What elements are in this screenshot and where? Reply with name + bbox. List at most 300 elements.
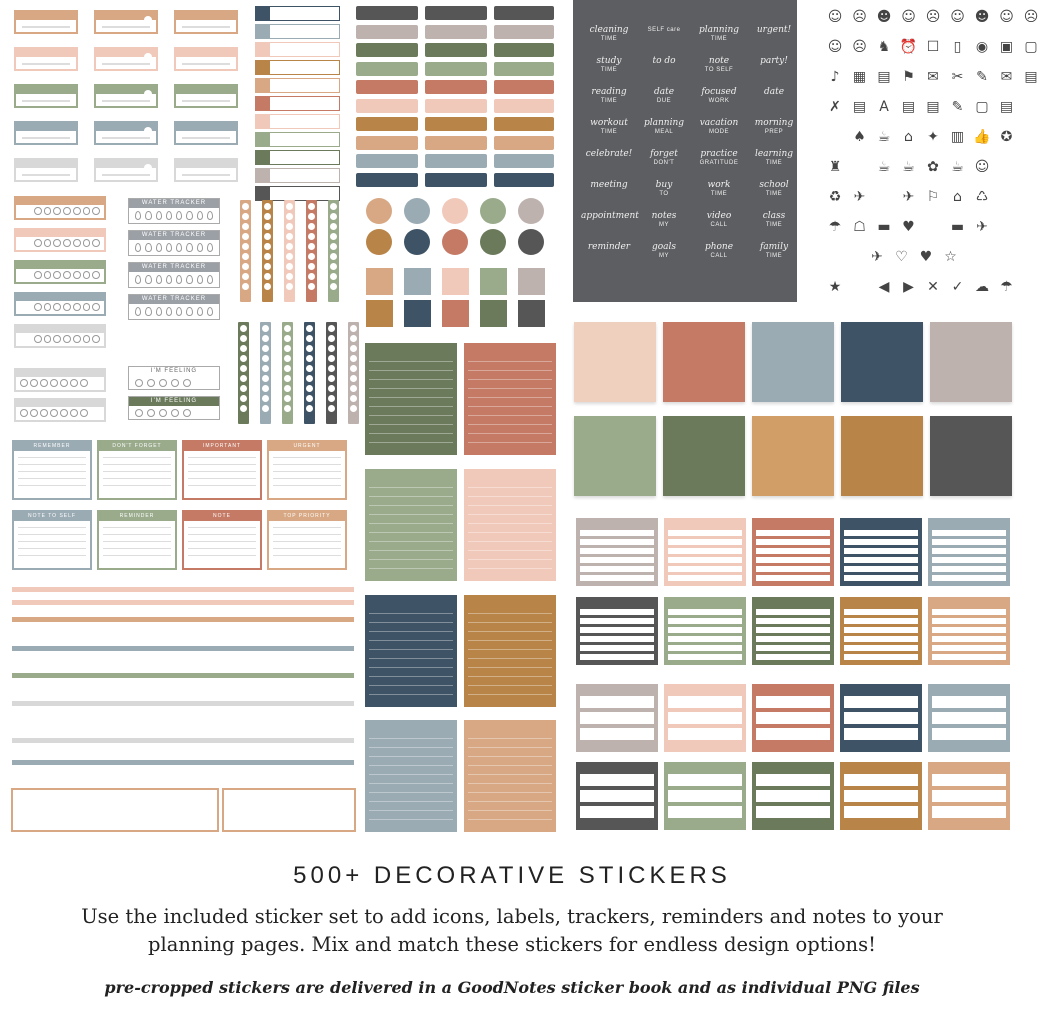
water-tracker-title: WATER TRACKER [129, 263, 219, 272]
note-card [97, 510, 177, 570]
color-swatch [752, 416, 834, 496]
flag-sticker [494, 173, 554, 187]
sticker-icon: ✈ [853, 189, 866, 205]
word-text: date [653, 87, 675, 97]
sticker-icon [924, 218, 942, 236]
note-line [18, 548, 86, 549]
sticker-icon: ▤ [926, 99, 940, 115]
color-swatch [663, 322, 745, 402]
label-sticker [174, 158, 238, 182]
headline: 500+ DECORATIVE STICKERS [293, 862, 731, 889]
note-line [273, 534, 341, 535]
note-line [18, 541, 86, 542]
sticker-icon: ☺ [974, 159, 990, 175]
boxed-list [752, 762, 834, 830]
note-line [18, 478, 86, 479]
word-subtext: DON'T [653, 160, 675, 166]
word-text: study [596, 56, 622, 66]
flag-sticker [356, 62, 418, 76]
square-sticker [518, 300, 545, 327]
checklist-pad [464, 595, 556, 707]
label-line [102, 137, 150, 139]
word-text: goals [651, 242, 677, 252]
word-sticker [691, 212, 747, 230]
label-sticker [94, 10, 158, 34]
sticker-icon: ✓ [951, 279, 964, 295]
sticker-icon: ▤ [877, 69, 891, 85]
note-line [188, 464, 256, 465]
word-text: family [759, 242, 789, 252]
water-tracker [128, 230, 220, 256]
note-line [188, 541, 256, 542]
tab-block [256, 43, 270, 56]
note-card-title: NOTE [184, 512, 260, 521]
square-sticker [366, 300, 393, 327]
word-text: note [708, 56, 730, 66]
feeling-tracker [128, 366, 220, 390]
note-line [103, 534, 171, 535]
square-sticker [404, 268, 431, 295]
sticker-icon: ⚑ [902, 69, 915, 85]
label-sticker [174, 84, 238, 108]
tab-block [256, 151, 270, 164]
note-line [188, 548, 256, 549]
boxed-list [840, 597, 922, 665]
boxed-list [752, 518, 834, 586]
label-line [22, 174, 70, 176]
label-header [176, 12, 236, 20]
dot-circle [518, 198, 544, 224]
label-sticker [14, 121, 78, 145]
sticker-icon: ▤ [852, 99, 867, 115]
square-sticker [518, 268, 545, 295]
sticker-icon: ✂ [951, 69, 964, 85]
label-sticker [174, 121, 238, 145]
tab-sticker [255, 114, 340, 129]
sticker-icon: ✎ [951, 99, 964, 115]
sticker-icon: ☹ [1023, 9, 1039, 25]
sticker-icon: ✉ [927, 69, 939, 85]
water-tracker-title: WATER TRACKER [129, 295, 219, 304]
note-line [18, 485, 86, 486]
note-card-title: REMINDER [99, 512, 175, 521]
habit-tracker [14, 260, 106, 284]
flag-sticker [494, 80, 554, 94]
tracker-header [16, 400, 104, 407]
boxed-list [576, 597, 658, 665]
sticker-icon: ☁ [975, 279, 989, 295]
tab-sticker [255, 6, 340, 21]
sticker-icon: ☕ [951, 159, 964, 175]
note-line [18, 457, 86, 458]
flag-sticker [356, 25, 418, 39]
word-sticker [636, 243, 692, 261]
tab-block [256, 115, 270, 128]
note-card-title: REMEMBER [14, 442, 90, 451]
checklist-lines [369, 605, 453, 701]
flag-sticker [356, 6, 418, 20]
tab-sticker [255, 78, 340, 93]
note-line [103, 471, 171, 472]
tracker-dots [16, 333, 104, 345]
word-text: work [707, 180, 731, 190]
note-line [18, 534, 86, 535]
note-line [188, 471, 256, 472]
boxed-list [928, 518, 1010, 586]
boxed-list [840, 518, 922, 586]
note-card-title: URGENT [269, 442, 345, 451]
checklist-pad [365, 469, 457, 581]
water-tracker [128, 198, 220, 224]
word-subtext: TO [659, 191, 669, 197]
sticker-icon [851, 158, 869, 176]
sticker-icon: ▯ [953, 39, 962, 55]
square-sticker [480, 300, 507, 327]
word-text: video [706, 211, 732, 221]
washi-strip [12, 701, 354, 706]
tracker-dots [16, 237, 104, 249]
water-tracker-title: WATER TRACKER [129, 231, 219, 240]
tab-sticker [255, 24, 340, 39]
word-text: cleaning [589, 25, 629, 35]
dot-circle [442, 229, 468, 255]
color-swatch [841, 416, 923, 496]
word-sticker [746, 212, 802, 230]
washi-strip [12, 600, 354, 605]
flag-sticker [425, 43, 487, 57]
note-line [188, 534, 256, 535]
word-text: class [762, 211, 786, 221]
word-sticker [581, 243, 637, 252]
strip-sticker [306, 200, 317, 302]
habit-tracker [14, 196, 106, 220]
label-sticker [94, 158, 158, 182]
tab-block [256, 25, 270, 38]
dot-circle [480, 198, 506, 224]
boxed-list [664, 684, 746, 752]
color-swatch [930, 322, 1012, 402]
tracker-dots [16, 269, 104, 281]
word-text: urgent! [756, 25, 792, 35]
washi-strip [12, 738, 354, 743]
flag-sticker [356, 173, 418, 187]
sticker-icon: ✈ [976, 219, 988, 235]
color-swatch [574, 416, 656, 496]
word-text: celebrate! [585, 149, 633, 159]
washi-strip [12, 673, 354, 678]
sticker-icon: ☂ [828, 219, 842, 235]
flag-sticker [425, 173, 487, 187]
sticker-icon: ⚐ [926, 189, 940, 205]
note-line [273, 457, 341, 458]
water-tracker-title: WATER TRACKER [129, 199, 219, 208]
sticker-icon: ☺ [827, 9, 843, 25]
word-subtext: CALL [710, 222, 728, 228]
sticker-icon: ☹ [852, 9, 867, 25]
sticker-icon: ✿ [927, 159, 939, 175]
dot-circle [404, 229, 430, 255]
sticker-icon: ☐ [926, 39, 940, 55]
tracker-header [16, 294, 104, 301]
label-sticker [174, 47, 238, 71]
sticker-icon: ♜ [828, 159, 842, 175]
word-text: date [763, 87, 785, 97]
label-header [16, 160, 76, 168]
flag-sticker [494, 43, 554, 57]
sticker-icon: ▥ [950, 129, 965, 145]
tracker-dots [16, 301, 104, 313]
word-text: morning [754, 118, 794, 128]
tab-block [256, 169, 270, 182]
strip-sticker [328, 200, 339, 302]
checklist-lines [369, 479, 453, 575]
word-subtext: DUE [656, 98, 672, 104]
word-subtext: TO SELF [704, 67, 734, 73]
boxed-list [928, 684, 1010, 752]
checklist-lines [468, 353, 552, 449]
square-sticker [366, 268, 393, 295]
word-sticker [691, 57, 747, 75]
note-card [182, 440, 262, 500]
word-sticker [636, 26, 692, 35]
tab-sticker [255, 96, 340, 111]
dot-circle [366, 198, 392, 224]
strip-sticker [238, 322, 249, 424]
water-drops [129, 208, 219, 223]
word-subtext: GRATITUDE [699, 160, 739, 166]
note-line [273, 464, 341, 465]
flag-sticker [425, 99, 487, 113]
boxed-list [576, 518, 658, 586]
habit-tracker [14, 368, 106, 392]
word-subtext: WORK [708, 98, 730, 104]
flag-sticker [356, 80, 418, 94]
word-sticker [746, 26, 802, 35]
sticker-icon: ♻ [828, 189, 842, 205]
flag-sticker [494, 6, 554, 20]
note-card [267, 510, 347, 570]
checklist-lines [369, 353, 453, 449]
note-line [103, 527, 171, 528]
checklist-pad [464, 469, 556, 581]
washi-strip [12, 646, 354, 651]
sticker-icon: ✪ [1000, 129, 1013, 145]
word-subtext: TIME [600, 98, 618, 104]
water-tracker [128, 262, 220, 288]
boxed-list [664, 518, 746, 586]
label-sticker [14, 84, 78, 108]
label-line [182, 100, 230, 102]
label-line [102, 63, 150, 65]
sticker-icon: ☻ [876, 9, 892, 25]
sticker-icon: ▬ [950, 219, 965, 235]
label-sticker [94, 47, 158, 71]
water-drops [129, 272, 219, 287]
note-card-title: NOTE TO SELF [14, 512, 90, 521]
word-sticker [691, 88, 747, 106]
label-line [102, 26, 150, 28]
tracker-header [16, 370, 104, 377]
sticker-icon: ♡ [895, 249, 908, 265]
word-sticker [636, 119, 692, 137]
tab-block [256, 97, 270, 110]
label-sticker [94, 84, 158, 108]
label-header [176, 160, 236, 168]
feeling-tracker [128, 396, 220, 420]
note-line [18, 527, 86, 528]
note-line [103, 548, 171, 549]
tab-sticker [255, 60, 340, 75]
flag-sticker [356, 99, 418, 113]
word-text: learning [754, 149, 794, 159]
sticker-icon: ☕ [902, 159, 915, 175]
checklist-pad [365, 343, 457, 455]
flag-sticker [425, 136, 487, 150]
word-text: practice [700, 149, 738, 159]
sticker-icon: ⏰ [899, 39, 918, 55]
flag-sticker [494, 136, 554, 150]
tab-block [256, 7, 270, 20]
sticker-icon: ✉ [1000, 69, 1013, 85]
note-card-title: IMPORTANT [184, 442, 260, 451]
label-header [16, 123, 76, 131]
word-text: to do [652, 56, 676, 66]
boxed-list [576, 762, 658, 830]
sticker-icon: ◀ [878, 279, 890, 295]
boxed-list [752, 684, 834, 752]
flag-sticker [494, 62, 554, 76]
label-header [176, 86, 236, 94]
sticker-icon: ✗ [829, 99, 841, 115]
checklist-lines [468, 730, 552, 826]
note-line [273, 555, 341, 556]
word-sticker [581, 212, 637, 221]
note-card-title: TOP PRIORITY [269, 512, 345, 521]
sticker-icon: ▢ [975, 99, 989, 115]
tracker-header [16, 326, 104, 333]
word-subtext: TIME [765, 253, 783, 259]
sticker-icon: ☹ [852, 39, 867, 55]
note-card [182, 510, 262, 570]
word-subtext: TIME [765, 191, 783, 197]
sticker-icon: 👍 [973, 129, 991, 145]
word-subtext: MY [659, 222, 669, 228]
word-sticker [746, 150, 802, 168]
sticker-icon: ☹ [925, 9, 941, 25]
word-text: planning [698, 25, 740, 35]
word-subtext: TIME [600, 36, 618, 42]
feeling-faces [129, 406, 219, 420]
strip-sticker [262, 200, 273, 302]
sticker-icon: ☆ [944, 249, 957, 265]
checklist-pad [365, 595, 457, 707]
tracker-header [16, 230, 104, 237]
sticker-icon: ★ [828, 279, 842, 295]
water-drops [129, 240, 219, 255]
flag-sticker [425, 25, 487, 39]
word-text: reminder [587, 242, 631, 252]
label-dot [144, 127, 152, 135]
tab-sticker [255, 150, 340, 165]
note-line [103, 541, 171, 542]
note-line [188, 478, 256, 479]
sticker-icon [875, 188, 893, 206]
note-line [18, 555, 86, 556]
word-sticker [581, 150, 637, 159]
word-subtext: TIME [710, 191, 728, 197]
color-swatch [930, 416, 1012, 496]
word-text: buy [655, 180, 673, 190]
checklist-pad [464, 720, 556, 832]
tracker-dots [16, 205, 104, 217]
water-tracker [128, 294, 220, 320]
word-sticker [746, 119, 802, 137]
tab-block [256, 133, 270, 146]
tracker-dots [16, 377, 104, 389]
sticker-icon: ✎ [976, 69, 988, 85]
word-text: meeting [590, 180, 628, 190]
sticker-icon: ▶ [903, 279, 914, 295]
tab-block [256, 187, 270, 200]
word-sticker [691, 150, 747, 168]
flag-sticker [425, 80, 487, 94]
habit-tracker [14, 324, 106, 348]
label-line [22, 137, 70, 139]
note-line [188, 485, 256, 486]
dot-circle [480, 229, 506, 255]
label-dot [144, 90, 152, 98]
word-sticker [746, 243, 802, 261]
strip-sticker [304, 322, 315, 424]
square-sticker [442, 300, 469, 327]
tab-block [256, 79, 270, 92]
word-text: reading [591, 87, 627, 97]
label-line [182, 63, 230, 65]
feeling-faces [129, 376, 219, 390]
note-line [103, 464, 171, 465]
flag-sticker [356, 43, 418, 57]
word-sticker [581, 26, 637, 44]
tracker-dots [16, 407, 104, 419]
dot-circle [366, 229, 392, 255]
flag-sticker [425, 62, 487, 76]
label-sticker [14, 10, 78, 34]
footnote: pre-cropped stickers are delivered in a GoodNotes sticker book and as individual PNG files [104, 978, 920, 997]
strip-sticker [240, 200, 251, 302]
checklist-lines [468, 605, 552, 701]
tab-block [256, 61, 270, 74]
sticker-icon: ✦ [927, 129, 939, 145]
sticker-icon: ☕ [877, 129, 891, 145]
word-sticker [636, 150, 692, 168]
sticker-icon: ◉ [975, 39, 989, 55]
sticker-icon: ♠ [853, 129, 866, 145]
note-card [12, 510, 92, 570]
note-line [18, 464, 86, 465]
sticker-icon: ▤ [1024, 69, 1038, 85]
sticker-icon [826, 128, 844, 146]
sticker-icon: ♥ [902, 219, 915, 235]
sticker-icon: ☺ [999, 9, 1014, 25]
strip-sticker [284, 200, 295, 302]
note-line [103, 478, 171, 479]
habit-tracker [14, 398, 106, 422]
sticker-icon: ✕ [927, 279, 939, 295]
note-line [188, 457, 256, 458]
sticker-icon: ▦ [852, 69, 867, 85]
sticker-icon: ▤ [999, 99, 1014, 115]
sticker-icon: ☕ [877, 159, 891, 175]
